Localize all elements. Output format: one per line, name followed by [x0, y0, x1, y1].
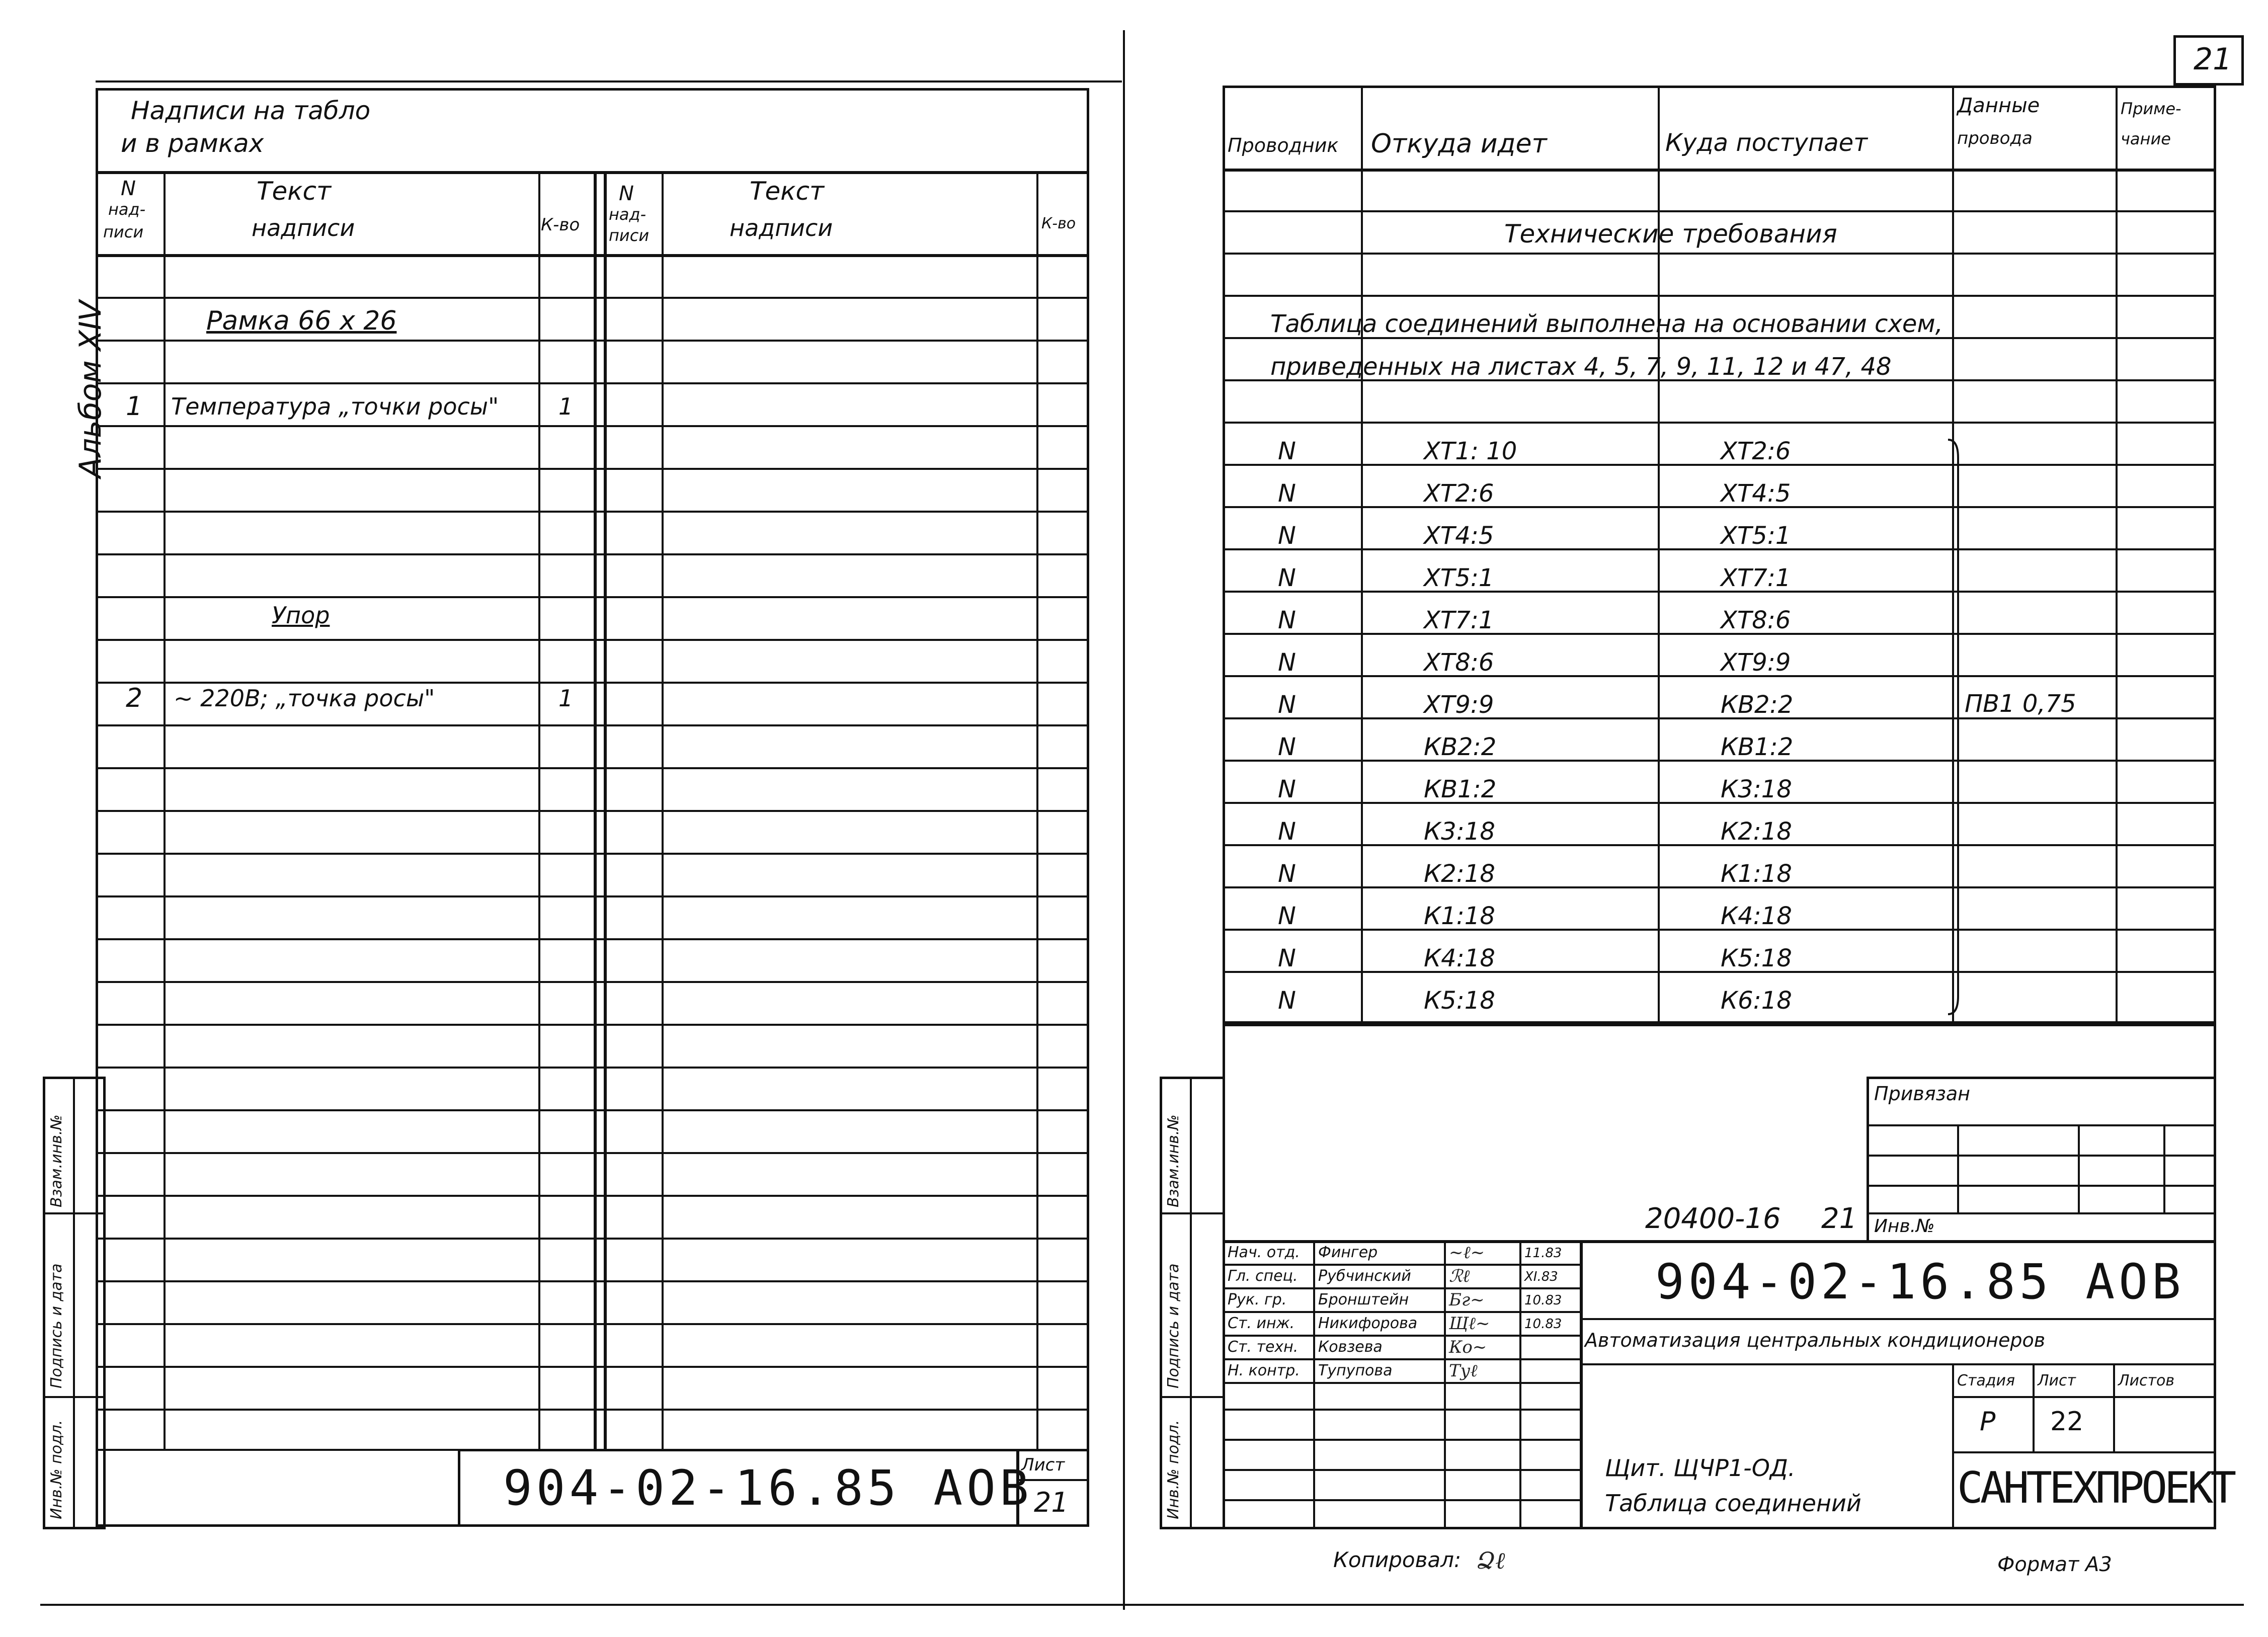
doc-title-2: Таблица соединений: [1605, 1490, 1861, 1517]
stamp-sheets-col: [2113, 1363, 2115, 1451]
wire-bracket: [1946, 438, 1961, 1016]
right-col-line: [1361, 86, 1363, 1021]
left-col-n-3: писи: [103, 222, 144, 241]
row-from: КВ1:2: [1424, 775, 1497, 803]
stamp-role: Ст. техн.: [1228, 1338, 1299, 1356]
left-col-n2-1: N: [619, 182, 634, 205]
row-from: ХТ4:5: [1424, 522, 1494, 550]
right-margin-rule: [1160, 1212, 1225, 1214]
stamp-role: Н. контр.: [1228, 1362, 1300, 1379]
left-col-n2-3: писи: [609, 226, 650, 245]
right-row-line: [1223, 506, 2216, 508]
privyazan-label: Привязан: [1874, 1083, 1970, 1105]
inv-no-label: Инв.№: [1874, 1216, 1935, 1237]
left-row-line: [96, 1409, 1089, 1411]
left-row-line: [96, 1238, 1089, 1240]
privyazan-col: [2078, 1124, 2080, 1212]
left-header-title-1: Надписи на табло: [131, 96, 371, 125]
ref-sheet: 21: [1821, 1202, 1857, 1235]
stamp-row-line: [1223, 1499, 1580, 1501]
title-project: Автоматизация центральных кондиционеров: [1585, 1329, 2046, 1351]
sheet-value: 22: [2050, 1407, 2084, 1437]
stamp-role: Ст. инж.: [1228, 1315, 1295, 1332]
row-conductor: N: [1278, 564, 1296, 592]
left-row-line: [96, 682, 1089, 684]
left-row-line: [96, 511, 1089, 513]
row-from: К2:18: [1424, 860, 1495, 888]
sheets-label: Листов: [2118, 1372, 2175, 1389]
stamp-name-col: [1444, 1240, 1446, 1529]
row-conductor: N: [1278, 987, 1296, 1015]
right-row-line: [1223, 929, 2216, 931]
center-fold: [1123, 30, 1125, 1610]
left-sheet-label: Лист: [1021, 1455, 1065, 1475]
row-conductor: N: [1278, 860, 1296, 888]
left-row-line: [96, 1109, 1089, 1111]
row2-qty: 1: [558, 685, 574, 712]
row-from: К5:18: [1424, 987, 1495, 1015]
left-col-text2-2: надписи: [730, 214, 833, 241]
right-col-line: [2116, 86, 2118, 1021]
row-conductor: N: [1278, 733, 1296, 761]
row-to: ХТ5:1: [1721, 522, 1791, 550]
right-doc-code: 904-02-16.85 АОВ: [1655, 1254, 2185, 1310]
left-row-line: [96, 1024, 1089, 1026]
row1-n: 1: [126, 391, 143, 422]
row-from: ХТ2:6: [1424, 479, 1494, 508]
row-to: К6:18: [1721, 987, 1792, 1015]
stamp-role: Нач. отд.: [1228, 1244, 1300, 1261]
stamp-divider: [1580, 1240, 1583, 1529]
left-row-line: [96, 981, 1089, 983]
left-row-line: [96, 382, 1089, 384]
row-from: К1:18: [1424, 902, 1495, 930]
left-row-line: [96, 1280, 1089, 1282]
left-row-line: [96, 810, 1089, 812]
left-side-label-3: Инв.№ подл.: [48, 1420, 65, 1519]
row-from: ХТ8:6: [1424, 648, 1494, 677]
right-row-line: [1223, 633, 2216, 635]
left-col-n2-2: над-: [609, 205, 646, 224]
right-margin-divider: [1190, 1077, 1192, 1529]
row-from: К3:18: [1424, 817, 1495, 846]
stamp-sheet-label: Лист: [2038, 1372, 2076, 1389]
bottom-rule: [40, 1604, 2244, 1606]
row-conductor: N: [1278, 648, 1296, 677]
frame-label: Рамка 66 х 26: [206, 306, 397, 336]
left-header-bottom: [96, 254, 1089, 257]
left-col-qty: К-во: [541, 215, 580, 235]
tech-line-1: Таблица соединений выполнена на основании схем,: [1270, 310, 1943, 338]
left-margin-rule: [43, 1212, 106, 1214]
row1-qty: 1: [558, 393, 574, 420]
privyazan-col: [1957, 1124, 1959, 1212]
stamp-row-line: [1223, 1358, 1580, 1360]
row-conductor: N: [1278, 691, 1296, 719]
right-row-line: [1223, 886, 2216, 888]
left-header-title-2: и в рамках: [121, 129, 264, 158]
stamp-role: Рук. гр.: [1228, 1291, 1287, 1308]
left-row-line: [96, 938, 1089, 940]
stamp-stage-col: [1952, 1363, 1954, 1529]
left-row-line: [96, 1366, 1089, 1368]
row1-text: Температура „точки росы": [171, 393, 499, 420]
left-row-line: [96, 553, 1089, 555]
row-to: ХТ4:5: [1721, 479, 1791, 508]
left-header-rule: [96, 171, 1089, 174]
left-margin-rule: [43, 1396, 106, 1398]
row-from: ХТ7:1: [1424, 606, 1494, 634]
row-to: К2:18: [1721, 817, 1792, 846]
hdr-conductor: Проводник: [1228, 134, 1339, 156]
top-rule: [96, 80, 1122, 83]
left-side-label-2: Подпись и дата: [48, 1263, 65, 1388]
left-margin-divider: [73, 1077, 75, 1529]
stamp-role: Гл. спец.: [1228, 1267, 1298, 1285]
row-to: К4:18: [1721, 902, 1792, 930]
row-to: ХТ8:6: [1721, 606, 1791, 634]
upor-label: Упор: [272, 602, 330, 629]
left-col-n-2: над-: [108, 200, 146, 219]
right-margin-rule: [1160, 1396, 1225, 1398]
right-row-line: [1223, 464, 2216, 466]
stamp-sheet-col: [2033, 1363, 2035, 1451]
hdr-to: Куда поступает: [1665, 129, 1868, 157]
stamp-code-rule: [1580, 1318, 2216, 1320]
stamp-name: Рубчинский: [1318, 1267, 1411, 1285]
tech-line-2: приведенных на листах 4, 5, 7, 9, 11, 12 и 47, 48: [1270, 353, 1892, 381]
hdr-note-2: чание: [2121, 129, 2171, 148]
stamp-signature: Ко~: [1449, 1337, 1487, 1357]
left-row-line: [96, 596, 1089, 598]
right-row-line: [1223, 760, 2216, 762]
row-conductor: N: [1278, 902, 1296, 930]
row-from: ХТ9:9: [1424, 691, 1494, 719]
left-sheet-no: 21: [1034, 1487, 1069, 1518]
stamp-signature: Туℓ: [1449, 1361, 1478, 1381]
left-doc-code: 904-02-16.85 АОВ: [503, 1460, 1033, 1516]
row-to: КВ1:2: [1721, 733, 1794, 761]
right-row-line: [1223, 548, 2216, 550]
doc-title-1: Щит. ЩЧР1-ОД.: [1605, 1454, 1796, 1482]
right-row-line: [1223, 295, 2216, 297]
left-side-label-1: Взам.инв.№: [48, 1114, 65, 1207]
page-number: 21: [2194, 42, 2232, 77]
left-col-qty2: К-во: [1041, 215, 1076, 232]
stamp-signature: ℛℓ: [1449, 1266, 1470, 1286]
right-row-line: [1223, 802, 2216, 804]
right-row-line: [1223, 591, 2216, 593]
privyazan-rule: [1867, 1212, 2216, 1214]
left-row-line: [96, 297, 1089, 299]
left-row-line: [96, 1067, 1089, 1069]
row-to: К3:18: [1721, 775, 1792, 803]
left-row-line: [96, 767, 1089, 769]
stamp-row-line: [1223, 1439, 1580, 1441]
stamp-date: XI.83: [1524, 1269, 1558, 1284]
right-side-label-2: Подпись и дата: [1165, 1263, 1182, 1388]
row-to: ХТ7:1: [1721, 564, 1791, 592]
stamp-row-line: [1223, 1382, 1580, 1384]
format-label: Формат А3: [1997, 1553, 2112, 1576]
left-row-line: [96, 425, 1089, 427]
stamp-name: Ковзева: [1318, 1338, 1383, 1356]
stamp-project-rule: [1580, 1363, 2216, 1365]
stamp-row-line: [1223, 1469, 1580, 1471]
left-row-line: [96, 1152, 1089, 1154]
stage-value: Р: [1980, 1407, 1996, 1437]
row-from: ХТ5:1: [1424, 564, 1494, 592]
row-conductor: N: [1278, 606, 1296, 634]
right-row-line: [1223, 253, 2216, 255]
stamp-name: Тупупова: [1318, 1362, 1393, 1379]
left-col-text-2: надписи: [252, 214, 355, 241]
stamp-role-col: [1313, 1240, 1315, 1529]
left-col-text-1: Текст: [257, 177, 332, 206]
right-row-line: [1223, 675, 2216, 677]
left-row-line: [96, 895, 1089, 897]
row-conductor: N: [1278, 479, 1296, 508]
privyazan-col: [2163, 1124, 2165, 1212]
stamp-row-line: [1223, 1311, 1580, 1313]
stamp-name: Фингер: [1318, 1244, 1378, 1261]
copier-signature: Ձℓ: [1477, 1547, 1505, 1574]
stamp-name: Бронштейн: [1318, 1291, 1409, 1308]
left-col-n-1: N: [121, 177, 136, 200]
stamp-date: 10.83: [1524, 1317, 1562, 1332]
right-row-line: [1223, 844, 2216, 846]
stamp-org-rule: [1952, 1451, 2216, 1453]
hdr-note-1: Приме-: [2121, 99, 2181, 118]
album-label: Альбом XIV: [73, 300, 108, 478]
right-side-label-1: Взам.инв.№: [1165, 1114, 1182, 1207]
right-row-line: [1223, 422, 2216, 424]
row-from: ХТ1: 10: [1424, 437, 1517, 465]
stage-label: Стадия: [1957, 1372, 2015, 1389]
stamp-row-line: [1223, 1264, 1580, 1266]
organization: САНТЕХПРОЕКТ: [1957, 1463, 2234, 1513]
stamp-signature: Бг~: [1449, 1290, 1485, 1310]
ref-number: 20400-16: [1645, 1202, 1781, 1235]
right-row-line: [1223, 210, 2216, 212]
left-row-line: [96, 468, 1089, 470]
hdr-wire-data-2: провода: [1957, 128, 2033, 148]
stamp-name: Никифорова: [1318, 1315, 1418, 1332]
row-to: ХТ9:9: [1721, 648, 1791, 677]
left-row-line: [96, 1323, 1089, 1325]
row-to: К1:18: [1721, 860, 1792, 888]
row2-text: ~ 220В; „точка росы": [174, 685, 435, 712]
stamp-row-line: [1223, 1335, 1580, 1337]
row-to: КВ2:2: [1721, 691, 1794, 719]
row-conductor: N: [1278, 775, 1296, 803]
right-header-rule: [1223, 169, 2216, 172]
row-to: ХТ2:6: [1721, 437, 1791, 465]
left-col-text2-1: Текст: [750, 177, 825, 206]
copied-by: Копировал:: [1333, 1547, 1462, 1572]
hdr-from: Откуда идет: [1371, 129, 1547, 159]
left-frame: [96, 88, 1089, 1527]
row-to: К5:18: [1721, 944, 1792, 972]
row-conductor: N: [1278, 522, 1296, 550]
row2-n: 2: [126, 683, 143, 713]
tech-title: Технические требования: [1504, 219, 1837, 249]
left-row-line: [96, 853, 1089, 855]
hdr-wire-data-1: Данные: [1957, 94, 2040, 117]
stamp-signature: Щℓ~: [1449, 1314, 1490, 1334]
row-conductor: N: [1278, 817, 1296, 846]
stamp-top-rule: [1223, 1240, 2216, 1243]
right-side-label-3: Инв.№ подл.: [1165, 1420, 1182, 1519]
stamp-stage-rule: [1952, 1396, 2216, 1398]
stamp-signature: ~ℓ~: [1449, 1243, 1485, 1263]
left-row-line: [96, 724, 1089, 726]
row-conductor: N: [1278, 437, 1296, 465]
stamp-sign-col: [1519, 1240, 1521, 1529]
wire-spec: ПВ1 0,75: [1965, 690, 2076, 718]
row-from: К4:18: [1424, 944, 1495, 972]
stamp-row-line: [1223, 1409, 1580, 1411]
left-row-line: [96, 639, 1089, 641]
stamp-row-line: [1223, 1287, 1580, 1289]
left-row-line: [96, 340, 1089, 342]
row-conductor: N: [1278, 944, 1296, 972]
stamp-date: 11.83: [1524, 1246, 1562, 1261]
right-row-line: [1223, 971, 2216, 973]
row-from: КВ2:2: [1424, 733, 1497, 761]
stamp-date: 10.83: [1524, 1293, 1562, 1308]
left-row-line: [96, 1195, 1089, 1197]
